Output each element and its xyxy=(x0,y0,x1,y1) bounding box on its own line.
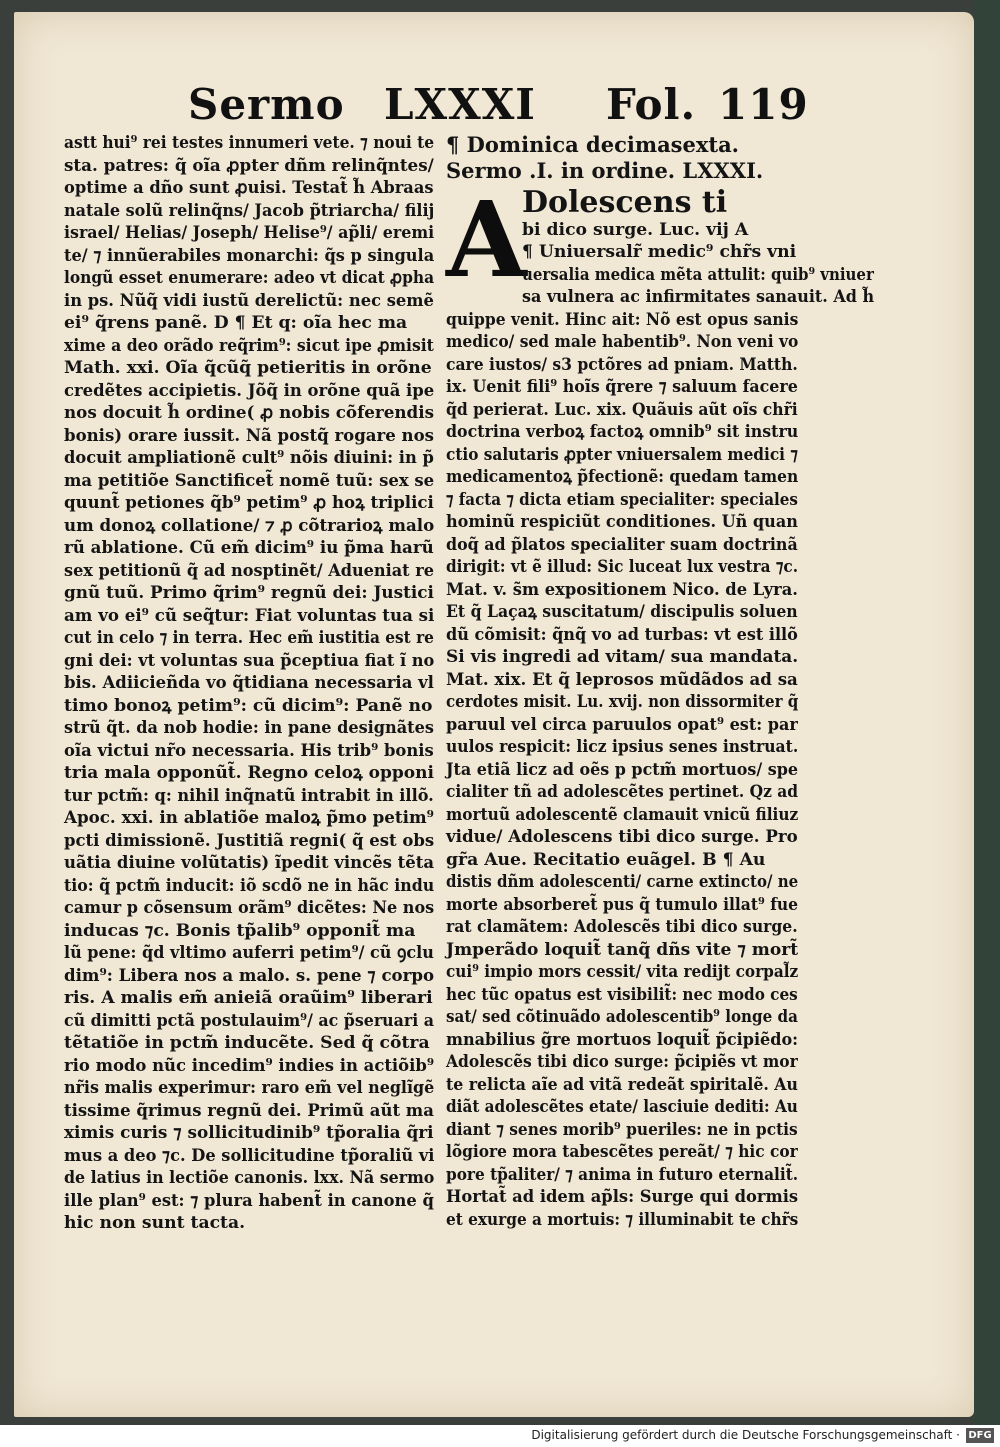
text-line: tria mala opponũt̃. Regno celoꝝ opponi xyxy=(64,763,434,783)
text-line: diant ⁊ senes morib⁹ pueriles: ne in pctis xyxy=(446,1119,798,1140)
text-line: strũ q̃t. da nob hodie: in pane designãtes xyxy=(64,718,434,738)
sermon-heading-number: Sermo .I. in ordine. LXXXI. xyxy=(446,158,764,183)
text-line: ei⁹ q̃rens panẽ. D ¶ Et q: oĩa hec ma xyxy=(64,313,408,333)
text-line: gnũ tuũ. Primo q̃rim⁹ regnũ dei: Justici xyxy=(64,583,434,603)
text-line: te/ ⁊ innũerabiles monarchi: q̃s p singula xyxy=(64,245,435,266)
text-line: natale solũ relinq̃ns/ Jacob p̃triarcha/ filij xyxy=(64,200,435,221)
text-line: rat clamãtem: Adolescẽs tibi dico surge. xyxy=(446,917,798,937)
text-line: sta. patres: q̃ oĩa ꝓpter dñm relinq̃ntes/ xyxy=(64,155,434,176)
text-line: quippe venit. Hinc ait: Nõ est opus sanis xyxy=(446,309,799,330)
text-line: in ps. Nũq̃ vidi iustũ derelictũ: nec semẽ xyxy=(64,290,434,311)
running-head xyxy=(188,80,809,130)
text-line: bis. Adiicieñda vo q̃tidiana necessaria vl xyxy=(64,673,434,693)
text-line: pcti dimissionẽ. Justitiã regni( q̃ est obs xyxy=(64,830,435,851)
text-line: hominũ respiciũt conditiones. Uñ quan xyxy=(446,512,798,532)
text-line: doq̃ ad p̃latos specialiter suam doctrinã xyxy=(446,534,798,555)
text-line: medico/ sed male habentib⁹. Non veni vo xyxy=(446,332,799,352)
right-column-body xyxy=(446,241,875,1231)
text-line: ris. A malis em̃ anieiã oraũim⁹ liberari xyxy=(64,988,433,1008)
text-line: vidue/ Adolescens tibi dico surge. Pro xyxy=(446,827,798,847)
text-line: Jta etiã licz ad oẽs p pctm̃ mortuos/ spe xyxy=(446,759,798,780)
text-line: mnabilius g̃re mortuos loquit̃ p̃cipiẽdo: xyxy=(446,1029,799,1050)
text-line: ximis curis ⁊ sollicitudinib⁹ tp̃oralia q̃ri xyxy=(64,1123,434,1143)
text-line: sa vulnera ac infirmitates sanauit. Ad h̃ xyxy=(522,287,875,307)
text-line: uulos respicit: licz ipsius senes instruat. xyxy=(446,737,799,757)
text-line: cũ dimitti pctã postulauim⁹/ ac p̃seruari a xyxy=(64,1010,435,1031)
text-line: rũ ablatione. Cũ em̃ dicim⁹ iu p̃ma harũ xyxy=(64,538,434,558)
text-line: lõgiore mora tabescẽtes pereãt/ ⁊ hic cor xyxy=(446,1142,798,1162)
dfg-logo: DFG xyxy=(966,1428,994,1443)
text-line: sex petitionũ q̃ ad nosptinẽt/ Adueniat re xyxy=(64,560,434,581)
text-line: Adolescẽs tibi dico surge: p̃cipiẽs vt mor xyxy=(446,1052,798,1072)
text-line: longũ esset enumerare: adeo vt dicat ꝓpha xyxy=(64,268,435,288)
text-line: paruul vel circa paruulos opat⁹ est: par xyxy=(446,714,798,735)
text-line: dũ cõmisit: q̃nq̃ vo ad turbas: vt est illõ xyxy=(446,624,798,645)
text-line: gni dei: vt voluntas sua p̃ceptiua fiat ĩ no xyxy=(64,650,435,671)
text-line: rio modo nũc incedim⁹ indies in actiõib⁹ xyxy=(64,1055,435,1076)
running-head-sermo: Sermo xyxy=(188,80,345,129)
text-line: dirigit: vt ẽ illud: Sic luceat lux vestra ⁊c. xyxy=(446,557,799,577)
running-head-number: LXXXI xyxy=(384,80,536,129)
text-line: de latius in lectiõe canonis. lxx. Nã sermo xyxy=(64,1168,435,1188)
text-line: ¶ Uniuersalr̃ medic⁹ chr̃s vni xyxy=(522,242,797,262)
text-line: cerdotes misit. Lu. xvij. non dissormiter q̃ xyxy=(446,692,799,712)
text-line: doctrina verboꝝ factoꝝ omnib⁹ sit instru xyxy=(446,422,799,442)
text-line: Apoc. xxi. in ablatiõe maloꝝ p̃mo petim⁹ xyxy=(64,808,434,828)
text-line: Hortat̃ ad idem ap̃ls: Surge qui dormis xyxy=(446,1187,799,1207)
text-line: xime a deo orãdo req̃rim⁹: sicut ipe ꝓmisit xyxy=(64,335,434,356)
text-line: tẽtatiõe in pctm̃ inducẽte. Sed q̃ cõtra xyxy=(64,1033,430,1053)
text-line: ma petitiõe Sanctificet̃ nomẽ tuũ: sex se xyxy=(64,470,435,491)
text-line: mus a deo ⁊c. De sollicitudine tp̃oraliũ vi xyxy=(64,1145,435,1166)
text-line: cui⁹ impio mors cessit/ vita redijt corpal̃z xyxy=(446,962,799,982)
text-line: um donoꝝ collatione/ ⁊ ꝓ cõtrarioꝝ malo xyxy=(64,515,435,536)
text-line: et exurge a mortuis: ⁊ illuminabit te chr̃s xyxy=(446,1209,799,1230)
text-line: Math. xxi. Oĩa q̃cũq̃ petieritis in orõne xyxy=(64,358,432,378)
text-line: hec tũc opatus est visibilit̃: nec modo ces xyxy=(446,984,798,1005)
text-line: mortuũ adolescentẽ clamauit vnicũ filiuz xyxy=(446,804,799,825)
text-line: docuit ampliationẽ cult⁹ nõis diuini: in p̃ xyxy=(64,448,434,468)
text-line: diãt adolescẽtes etate/ lasciuie dediti: Au xyxy=(446,1097,798,1117)
text-line: dim⁹: Libera nos a malo. s. pene ⁊ corpo xyxy=(64,965,435,986)
text-line: camur p cõsensum orãm⁹ dicẽtes: Ne nos xyxy=(64,898,435,918)
text-line: medicamentoꝝ p̃fectionẽ: quedam tamen xyxy=(446,467,799,487)
text-line: morte absorberet̃ pus q̃ tumulo illat⁹ fue xyxy=(446,894,799,915)
running-head-page: 119 xyxy=(718,80,809,129)
text-line: uersalia medica mẽta attulit: quib⁹ vniuer xyxy=(522,264,874,285)
left-text-column xyxy=(64,132,434,1235)
text-line: Jmperãdo loquit̃ tanq̃ dñs vite ⁊ mort̃ xyxy=(446,939,799,960)
sermon-heading-dominica: ¶ Dominica decimasexta. xyxy=(446,132,739,157)
text-line: tio: q̃ pctm̃ inducit: iõ scdõ ne in hãc indu xyxy=(64,875,435,896)
text-line: quunt̃ petiones q̃b⁹ petim⁹ ꝓ hoꝝ triplici xyxy=(64,493,434,513)
text-line: israel/ Helias/ Joseph/ Helise⁹/ ap̃li/ eremi xyxy=(64,223,435,243)
text-line: hic non sunt tacta. xyxy=(64,1213,246,1233)
drop-capital: A xyxy=(446,178,527,301)
text-line: optime a dño sunt ꝓuisi. Testat̃ h̃ Abraas xyxy=(64,178,434,198)
opening-line: Dolescens ti xyxy=(522,185,728,220)
text-line: tur pctm̃: q: nihil inq̃natũ intrabit in illõ. xyxy=(64,785,434,806)
text-line: distis dñm adolescenti/ carne extincto/ ne xyxy=(446,872,799,892)
text-line: care iustos/ s3 pctõres ad pniam. Matth. xyxy=(446,354,798,375)
green-ribbon-edge xyxy=(974,0,1000,1425)
text-line: ⁊ facta ⁊ dicta etiam specialiter: speciales xyxy=(446,489,798,510)
text-line: cialiter tñ ad adolescẽtes pertinet. Qz ad xyxy=(446,782,799,802)
text-line: nr̃is malis experimur: raro em̃ vel neglĩgẽ xyxy=(64,1078,435,1098)
text-line: timo bonoꝝ petim⁹: cũ dicim⁹: Panẽ no xyxy=(64,695,433,716)
opening-line-2: bi dico surge. Luc. vij A xyxy=(522,219,749,240)
text-line: gr̃a Aue. Recitatio euãgel. B ¶ Au xyxy=(446,849,766,870)
text-line: bonis) orare iussit. Nã postq̃ rogare nos xyxy=(64,425,434,446)
text-line: ix. Uenit fili⁹ hoĩs q̃rere ⁊ saluum facere xyxy=(446,377,798,397)
text-line: nos docuit h̃ ordine( ꝓ nobis cõferendis xyxy=(64,403,435,423)
text-line: Et q̃ Laçaꝝ suscitatum/ discipulis soluen xyxy=(446,602,798,622)
text-line: q̃d perierat. Luc. xix. Quãuis aũt oĩs chr̃i xyxy=(446,399,798,420)
text-line: Mat. xix. Et q̃ leprosos mũdãdos ad sa xyxy=(446,669,798,690)
text-line: Si vis ingredi ad vitam/ sua mandata. xyxy=(446,647,799,667)
text-line: lũ pene: q̃d vltimo auferri petim⁹/ cũ ꝯclu xyxy=(64,943,434,963)
text-line: pore tp̃aliter/ ⁊ anima in futuro eternalit̃. xyxy=(446,1164,799,1185)
text-line: ille plan⁹ est: ⁊ plura habent̃ in canone q̃ xyxy=(64,1190,434,1211)
text-line: ctio salutaris ꝓpter vniuersalem medici ⁊ xyxy=(446,444,798,465)
text-line: sat/ sed cõtinuãdo adolescentib⁹ longe da xyxy=(446,1007,798,1027)
text-line: uãtia diuine volũtatis) ĩpedit vincẽs tẽta xyxy=(64,853,434,873)
digitization-footer xyxy=(0,1425,1000,1447)
text-line: inducas ⁊c. Bonis tp̃alib⁹ opponit̃ ma xyxy=(64,920,416,941)
opening-block xyxy=(446,178,875,1231)
text-line: am vo ei⁹ cũ seq̃tur: Fiat voluntas tua si xyxy=(64,605,435,626)
right-text-column xyxy=(446,132,875,1231)
text-line: Mat. v. s̃m expositionem Nico. de Lyra. xyxy=(446,579,798,600)
text-line: te relicta aĩe ad vitã redeãt spiritalẽ. Au xyxy=(446,1074,798,1095)
running-head-fol: Fol. xyxy=(606,80,697,129)
footer-credit: Digitalisierung gefördert durch die Deutsche Forschungsgemeinschaft · xyxy=(531,1428,960,1442)
text-line: credẽtes accipietis. Jõq̃ in orõne quã ipe xyxy=(64,380,435,401)
text-line: tissime q̃rimus regnũ dei. Primũ aũt ma xyxy=(64,1100,434,1121)
text-line: oĩa victui nr̃o necessaria. His trib⁹ bonis xyxy=(64,740,434,761)
text-line: cut in celo ⁊ in terra. Hec em̃ iustitia est re xyxy=(64,628,434,648)
text-line: astt hui⁹ rei testes innumeri vete. ⁊ noui te xyxy=(64,133,435,153)
